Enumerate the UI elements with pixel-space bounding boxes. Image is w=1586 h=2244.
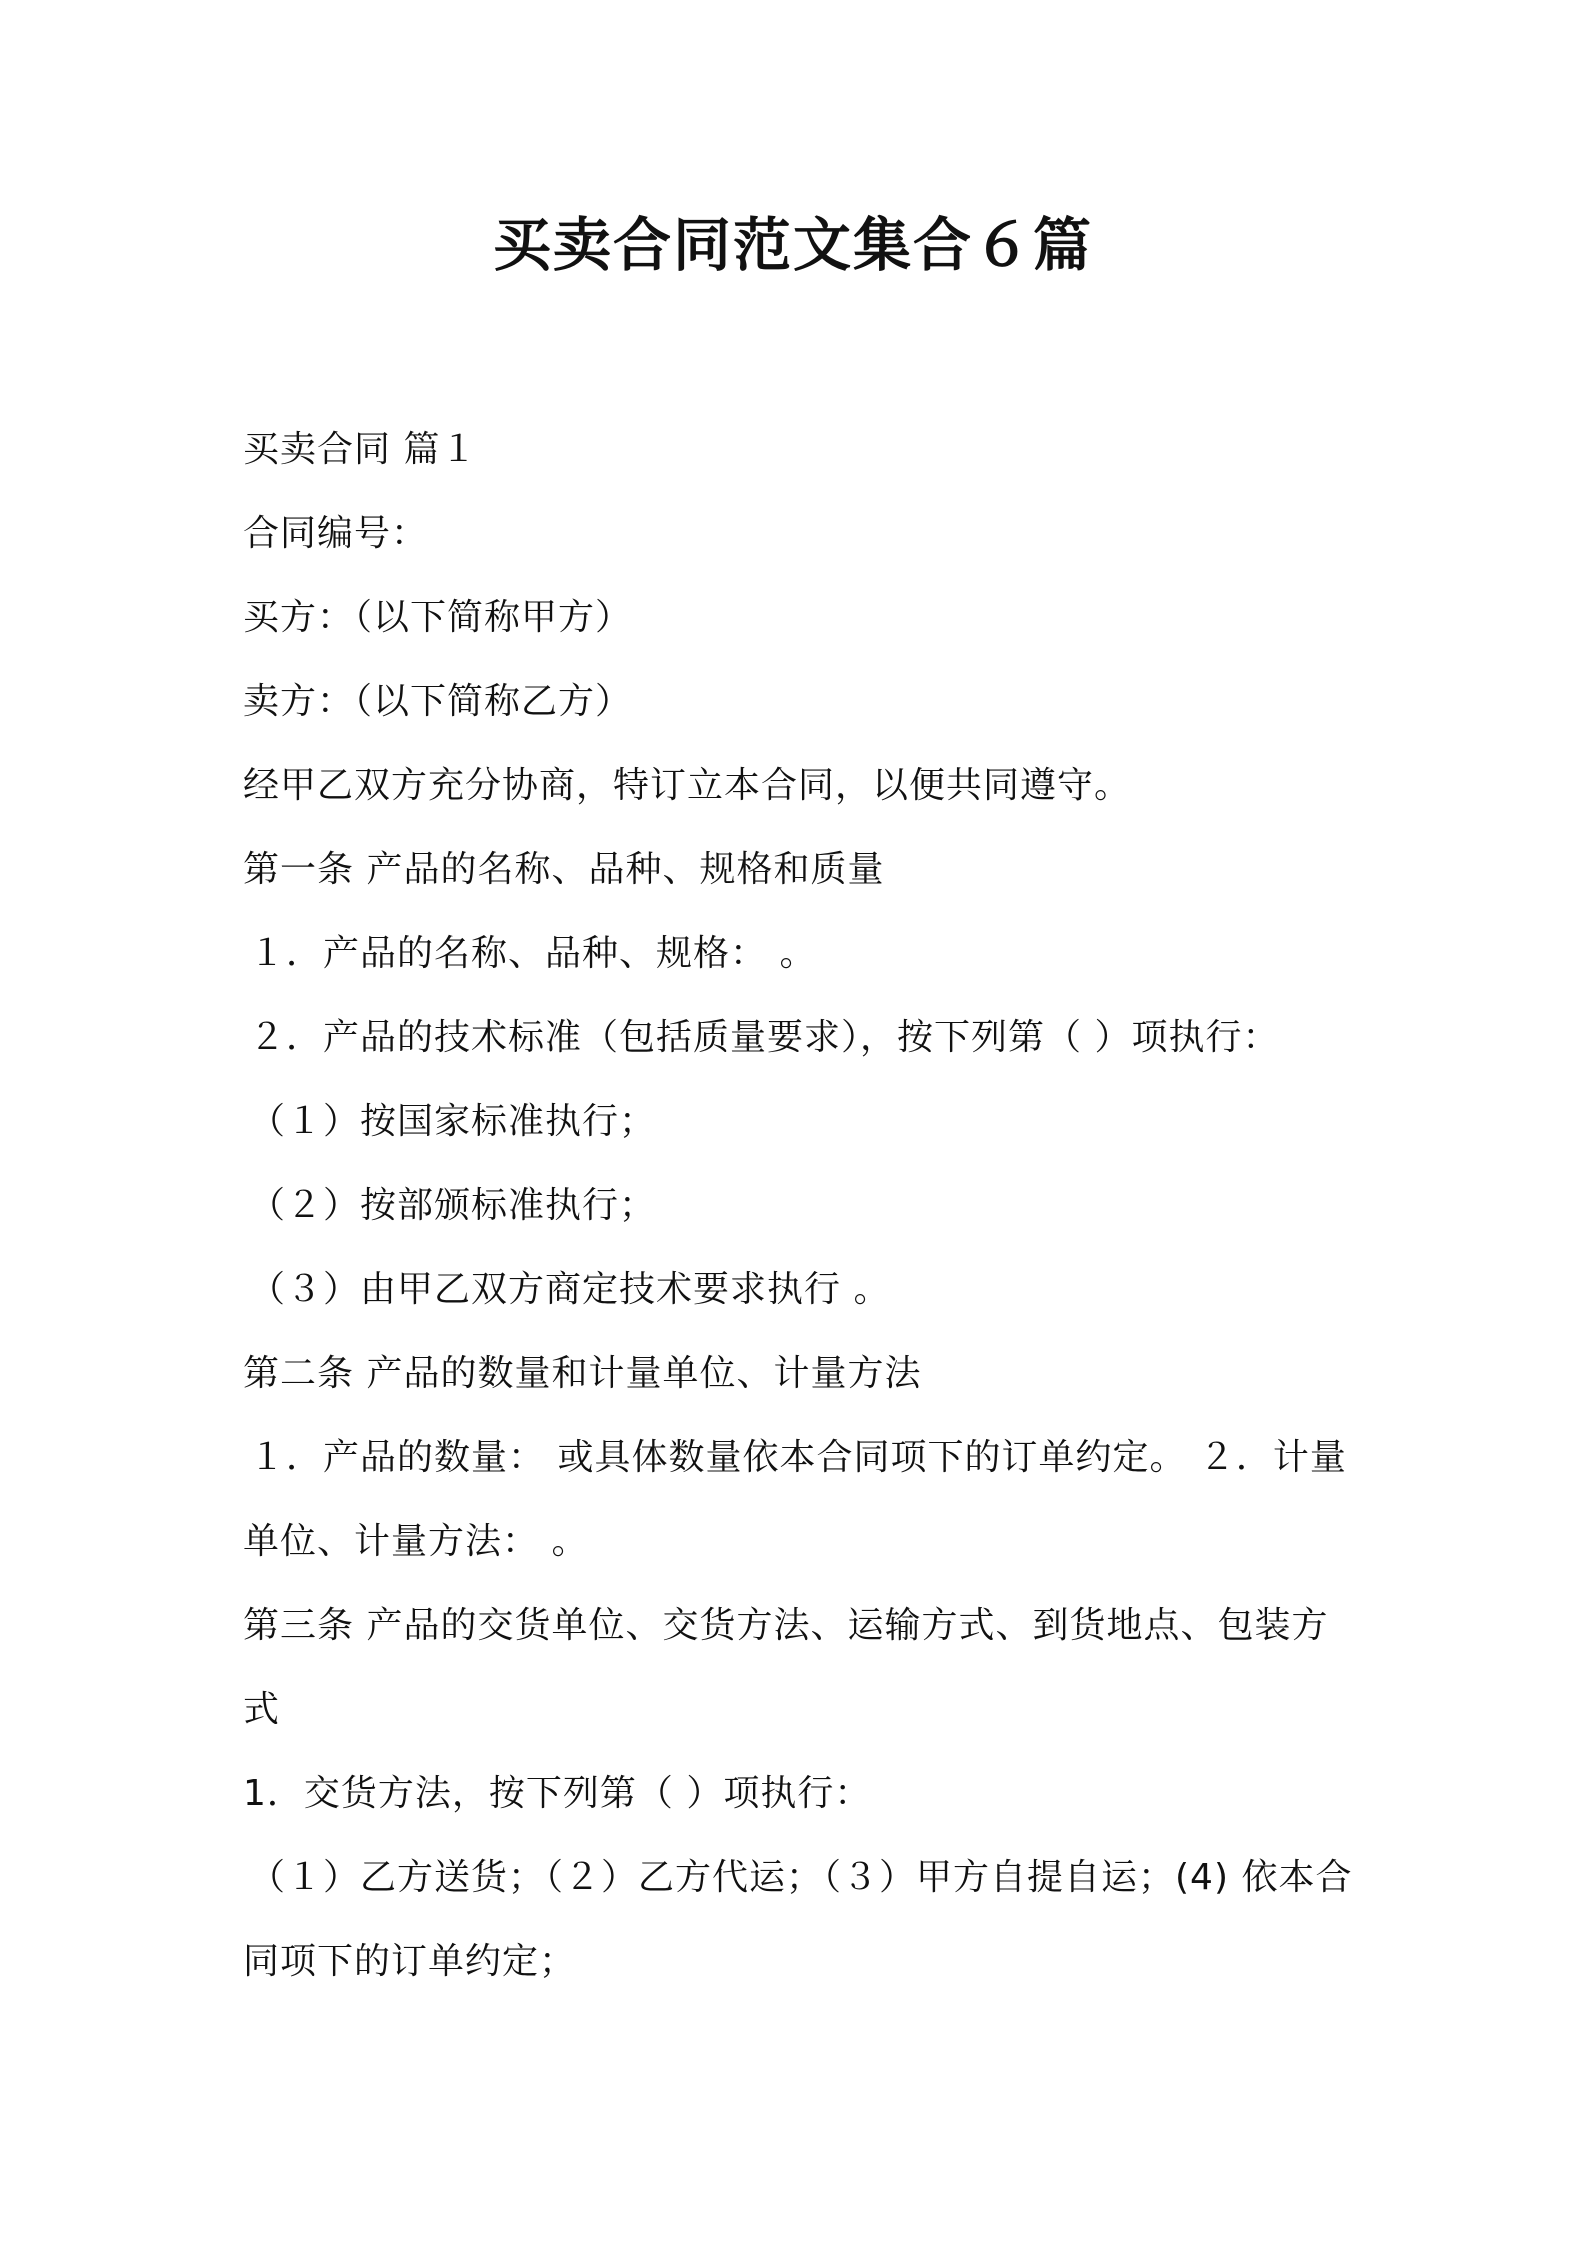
preamble-paragraph: 经甲乙双方充分协商，特订立本合同，以便共同遵守。 — [243, 765, 1132, 806]
section-heading: 买卖合同 篇１ — [243, 429, 478, 470]
article-heading-continued: 式 — [243, 1689, 281, 1730]
buyer-label: 买方：（以下简称甲方） — [243, 597, 633, 638]
clause-line: ２．产品的技术标准（包括质量要求），按下列第（ ）项执行： — [249, 1017, 1280, 1058]
list-item: （２）按部颁标准执行； — [249, 1185, 657, 1226]
article-heading: 第三条 产品的交货单位、交货方法、运输方式、到货地点、包装方 — [243, 1605, 1329, 1646]
clause-line-continued: 单位、计量方法： 。 — [243, 1521, 589, 1562]
contract-number-label: 合同编号： — [243, 513, 429, 554]
list-item: （１）按国家标准执行； — [249, 1101, 657, 1142]
clause-line: １．产品的数量： 或具体数量依本合同项下的订单约定。 ２．计量 — [249, 1437, 1347, 1478]
clause-line: 1．交货方法，按下列第（ ）项执行： — [243, 1773, 872, 1814]
document-title: 买卖合同范文集合６篇 — [492, 211, 1093, 279]
article-heading: 第二条 产品的数量和计量单位、计量方法 — [243, 1353, 922, 1394]
seller-label: 卖方：（以下简称乙方） — [243, 681, 633, 722]
list-item-continued: 同项下的订单约定； — [243, 1941, 577, 1982]
list-item: （３）由甲乙双方商定技术要求执行 。 — [249, 1269, 891, 1310]
clause-line: １．产品的名称、品种、规格： 。 — [249, 933, 817, 974]
article-heading: 第一条 产品的名称、品种、规格和质量 — [243, 849, 885, 890]
document-body — [243, 408, 1363, 2004]
list-item: （１）乙方送货；（２）乙方代运；（３）甲方自提自运；(4) 依本合 — [249, 1857, 1353, 1898]
